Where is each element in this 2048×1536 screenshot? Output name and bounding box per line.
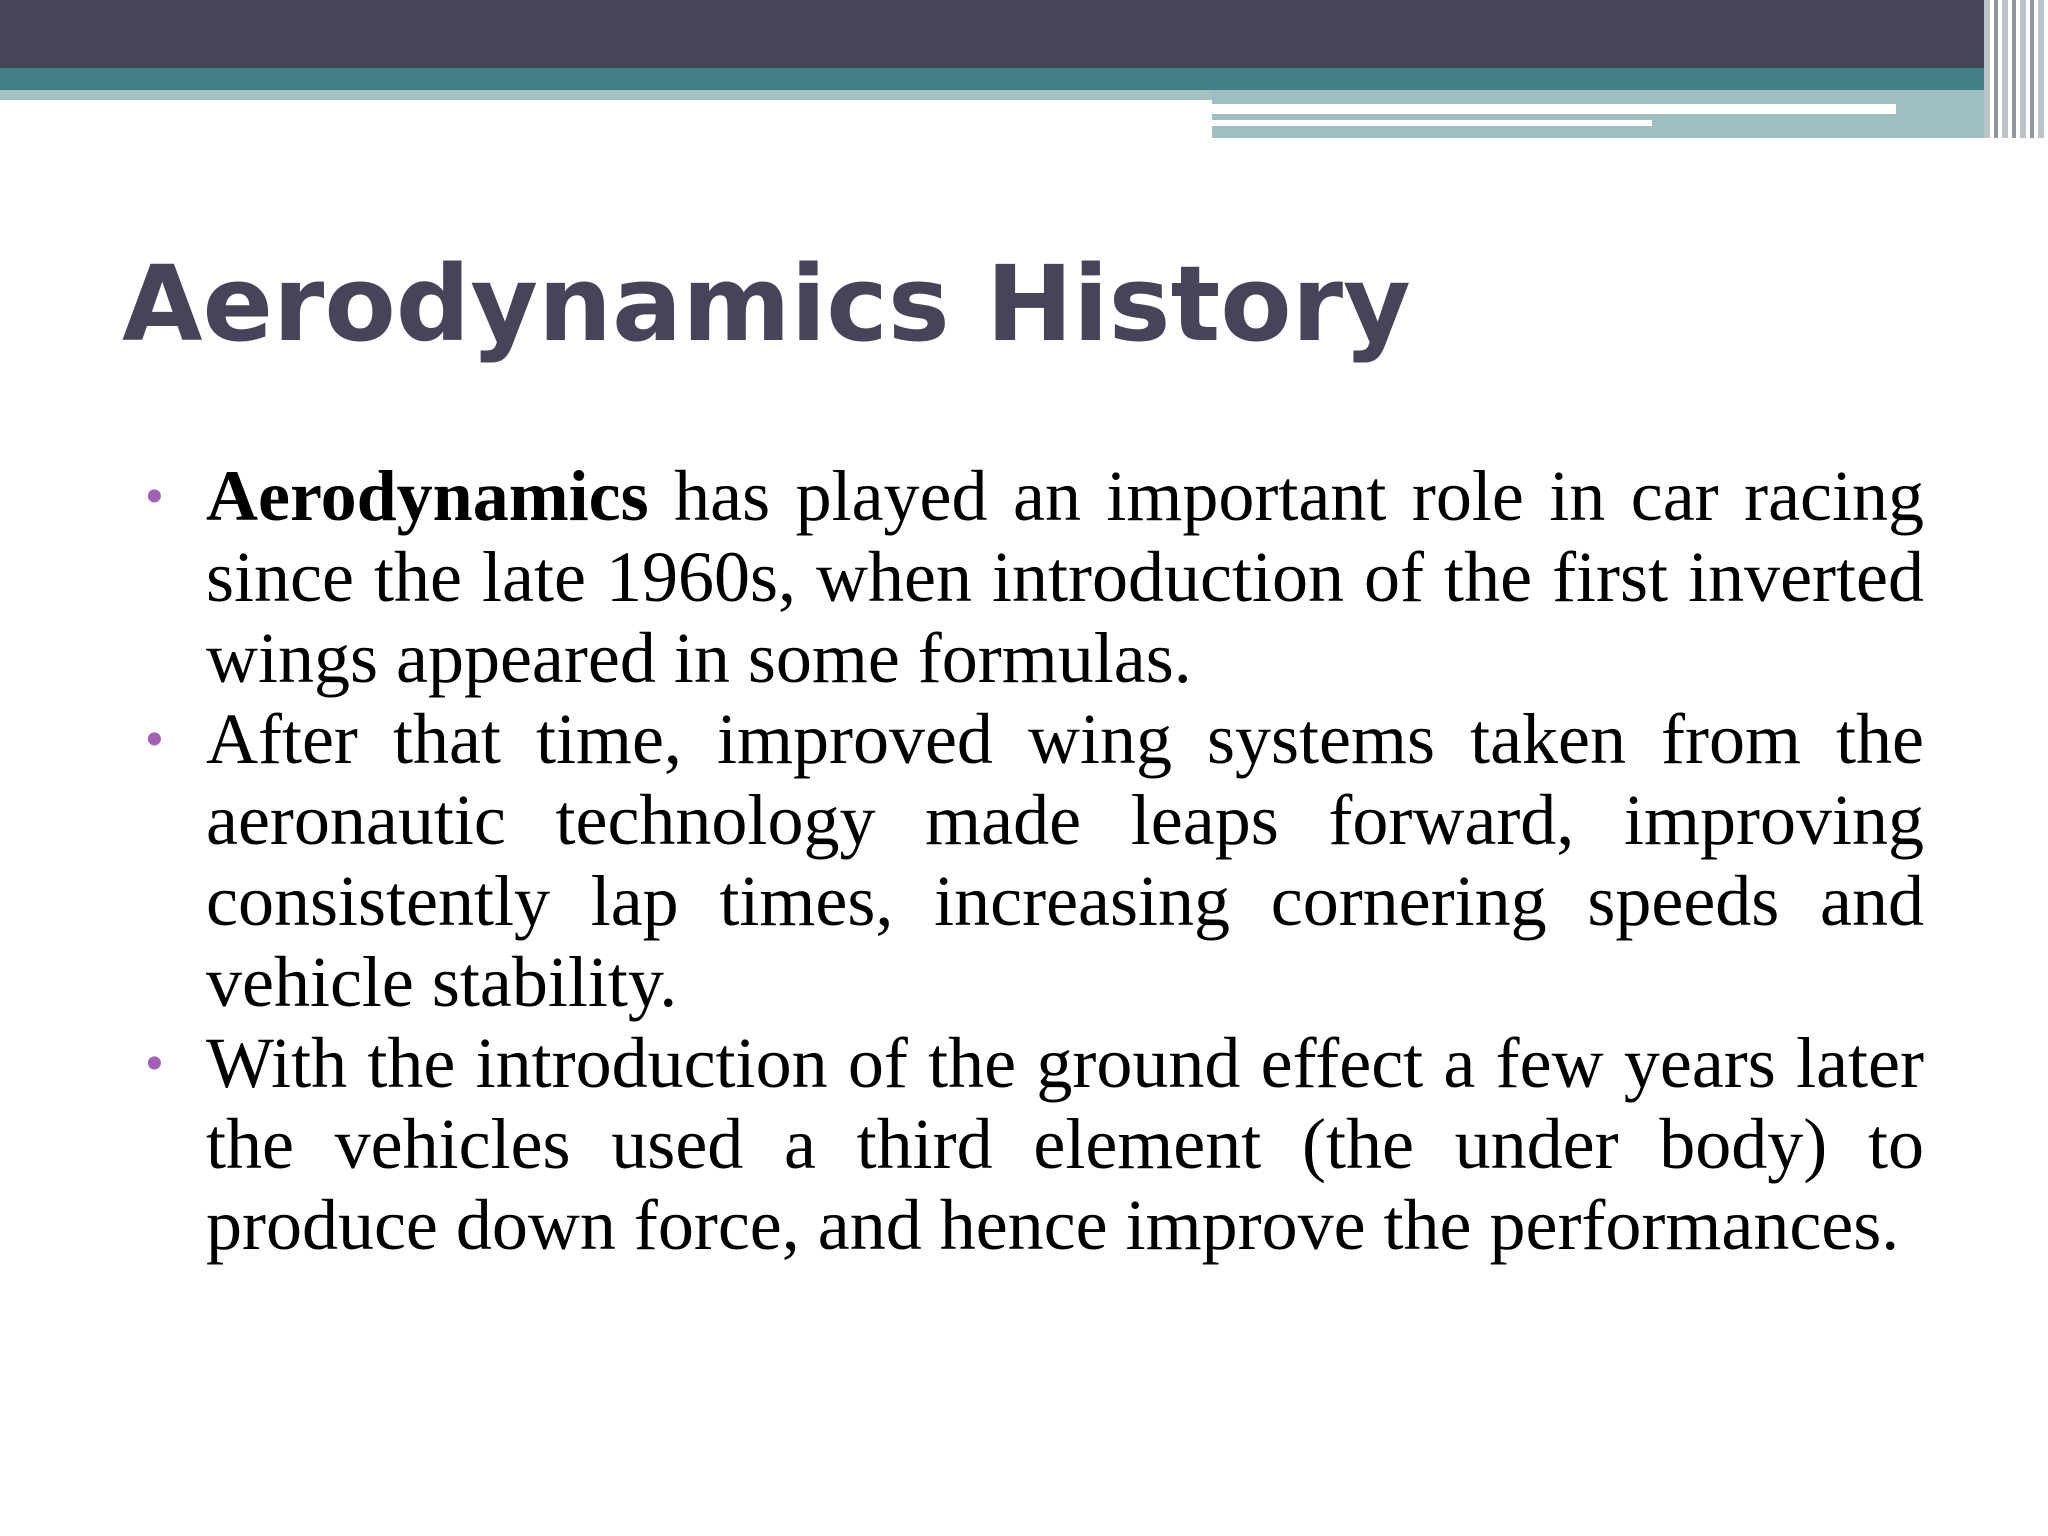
header-white-line <box>1212 104 1896 114</box>
bullet-text: has played an important role in car racing since the late 1960s, when introduction of the first inverted wings appeared in some formulas. <box>206 456 1924 698</box>
bullet-bold-term: Aerodynamics <box>206 456 649 536</box>
bullet-text: With the introduction of the ground effect a few years later the vehicles used a third element (the under body) to produce down force, and hence improve the performances. <box>206 1023 1924 1265</box>
header-light-teal-bar <box>0 90 1212 100</box>
bullet-icon: • <box>146 1037 163 1090</box>
bullet-item <box>146 699 1924 1023</box>
header-white-line-short <box>1212 120 1652 126</box>
bullet-icon: • <box>146 470 163 523</box>
slide-title: Aerodynamics History <box>122 243 1411 365</box>
header-dark-bar <box>0 0 2048 68</box>
header-right-block <box>1212 90 2000 138</box>
header-teal-bar <box>0 68 2000 90</box>
bullet-item <box>146 456 1924 699</box>
bullet-icon: • <box>146 713 163 766</box>
bullet-text: After that time, improved wing systems taken from the aeronautic technology made leaps forward, improving consistently lap times, increasing cornering speeds and vehicle stability. <box>206 699 1924 1022</box>
bullet-list <box>146 456 1924 1266</box>
header-stripes <box>1984 0 2048 138</box>
bullet-item <box>146 1023 1924 1266</box>
